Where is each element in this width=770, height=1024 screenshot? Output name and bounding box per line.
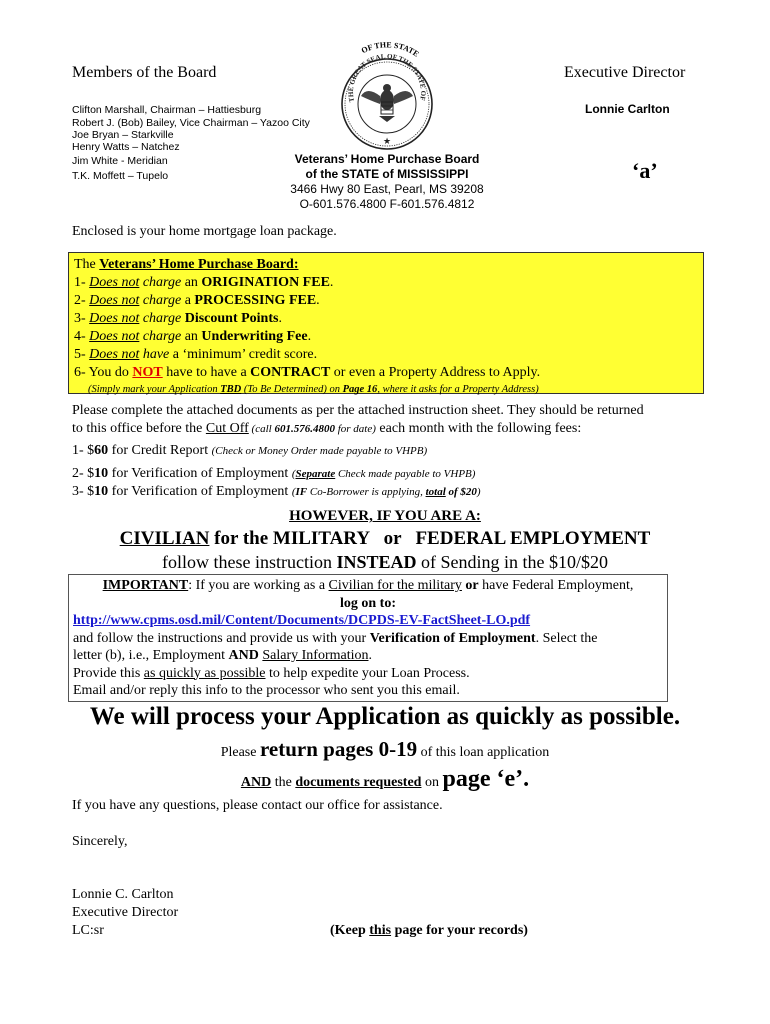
no-fee-item: 5- Does not have a ‘minimum’ credit score.	[74, 347, 318, 362]
no-fees-box	[68, 252, 704, 394]
no-fee-item: 1- Does not charge an ORIGINATION FEE.	[74, 275, 334, 290]
important-label: IMPORTANT	[102, 578, 189, 593]
however-heading: HOWEVER, IF YOU ARE A:	[289, 508, 481, 524]
no-fee-item: 2- Does not charge a PROCESSING FEE.	[74, 293, 320, 308]
document-letter: ‘a’	[632, 158, 658, 183]
questions-line: If you have any questions, please contact our office for assistance.	[72, 798, 443, 813]
signature-title: Executive Director	[72, 905, 179, 920]
no-fees-heading: The Veterans’ Home Purchase Board:	[74, 257, 299, 272]
no-fee-item: 4- Does not charge an Underwriting Fee.	[74, 329, 312, 344]
signature-name: Lonnie C. Carlton	[72, 887, 174, 902]
signature-initials: LC:sr	[72, 923, 104, 938]
board-name: Veterans’ Home Purchase Board	[294, 152, 480, 166]
cpms-link[interactable]: http://www.cpms.osd.mil/Content/Documents/DCPDS-EV-FactSheet-LO.pdf	[73, 613, 531, 628]
keep-page-note: (Keep this page for your records)	[330, 923, 528, 938]
instructions-line-2: to this office before the Cut Off (call 601.576.4800 for date) each month with the following fees:	[72, 421, 582, 436]
instructions-line-1: Please complete the attached documents as per the attached instruction sheet. They should be returned	[72, 403, 644, 418]
state-seal-icon	[337, 38, 437, 156]
executive-director-title: Executive Director	[564, 64, 686, 81]
important-line: Email and/or reply this info to the processor who sent you this email.	[73, 683, 460, 698]
enclosed-line: Enclosed is your home mortgage loan package.	[72, 224, 337, 239]
board-address-block	[282, 152, 492, 212]
important-line: and follow the instructions and provide us with your Verification of Employment. Select the	[73, 630, 598, 646]
important-line: IMPORTANT: If you are working as a Civilian for the military or have Federal Employment,	[102, 578, 634, 593]
board-member: T.K. Moffett – Tupelo	[72, 170, 169, 182]
return-pages-line: Please return pages 0-19 of this loan application	[220, 737, 550, 761]
board-member: Jim White - Meridian	[72, 155, 168, 167]
board-address: 3466 Hwy 80 East, Pearl, MS 39208	[290, 182, 484, 196]
board-member: Robert J. (Bob) Bailey, Vice Chairman – Yazoo City	[72, 117, 310, 129]
process-statement: We will process your Application as quickly as possible.	[89, 703, 681, 730]
board-phones: O-601.576.4800 F-601.576.4812	[299, 197, 475, 211]
svg-text:★: ★	[382, 136, 392, 146]
svg-text:OF THE STATE: OF THE STATE	[359, 40, 421, 59]
svg-text:THE GREAT SEAL OF THE STATE OF: THE GREAT SEAL OF THE STATE OF	[346, 52, 428, 103]
executive-director-name: Lonnie Carlton	[585, 102, 670, 116]
no-fee-item: 3- Does not charge Discount Points.	[74, 311, 282, 326]
follow-instructions-line: follow these instruction INSTEAD of Sending in the $10/$20	[161, 552, 608, 572]
no-contract-item: 6- You do NOT have to have a CONTRACT or even a Property Address to Apply.	[74, 365, 541, 380]
log-on-label: log on to:	[340, 595, 396, 611]
tbd-note: (Simply mark your Application TBD (To Be Determined) on Page 16, where it asks for a Property Address)	[88, 384, 539, 395]
sincerely: Sincerely,	[72, 834, 128, 849]
fee-credit-report: 1- $60 for Credit Report (Check or Money Order made payable to VHPB)	[72, 443, 428, 458]
board-name-underlined: Veterans’ Home Purchase Board:	[99, 257, 299, 272]
fee-verification-employment: 2- $10 for Verification of Employment (Separate Check made payable to VHPB)	[72, 466, 476, 481]
important-line: Provide this as quickly as possible to help expedite your Loan Process.	[73, 665, 470, 681]
board-member: Clifton Marshall, Chairman – Hattiesburg	[72, 104, 262, 116]
civilian-heading: CIVILIAN for the MILITARY or FEDERAL EMPLOYMENT	[119, 528, 651, 549]
important-line: letter (b), i.e., Employment AND Salary Information.	[73, 648, 372, 663]
documents-requested-line: AND the documents requested on page ‘e’.	[240, 766, 530, 792]
board-member: Henry Watts – Natchez	[72, 141, 180, 153]
board-state: of the STATE of MISSISSIPPI	[305, 167, 469, 181]
members-title: Members of the Board	[72, 64, 217, 81]
board-member: Joe Bryan – Starkville	[72, 129, 174, 141]
important-box	[68, 574, 668, 702]
fee-coborrower-verification: 3- $10 for Verification of Employment (IF Co-Borrower is applying, total of $20)	[72, 484, 481, 499]
